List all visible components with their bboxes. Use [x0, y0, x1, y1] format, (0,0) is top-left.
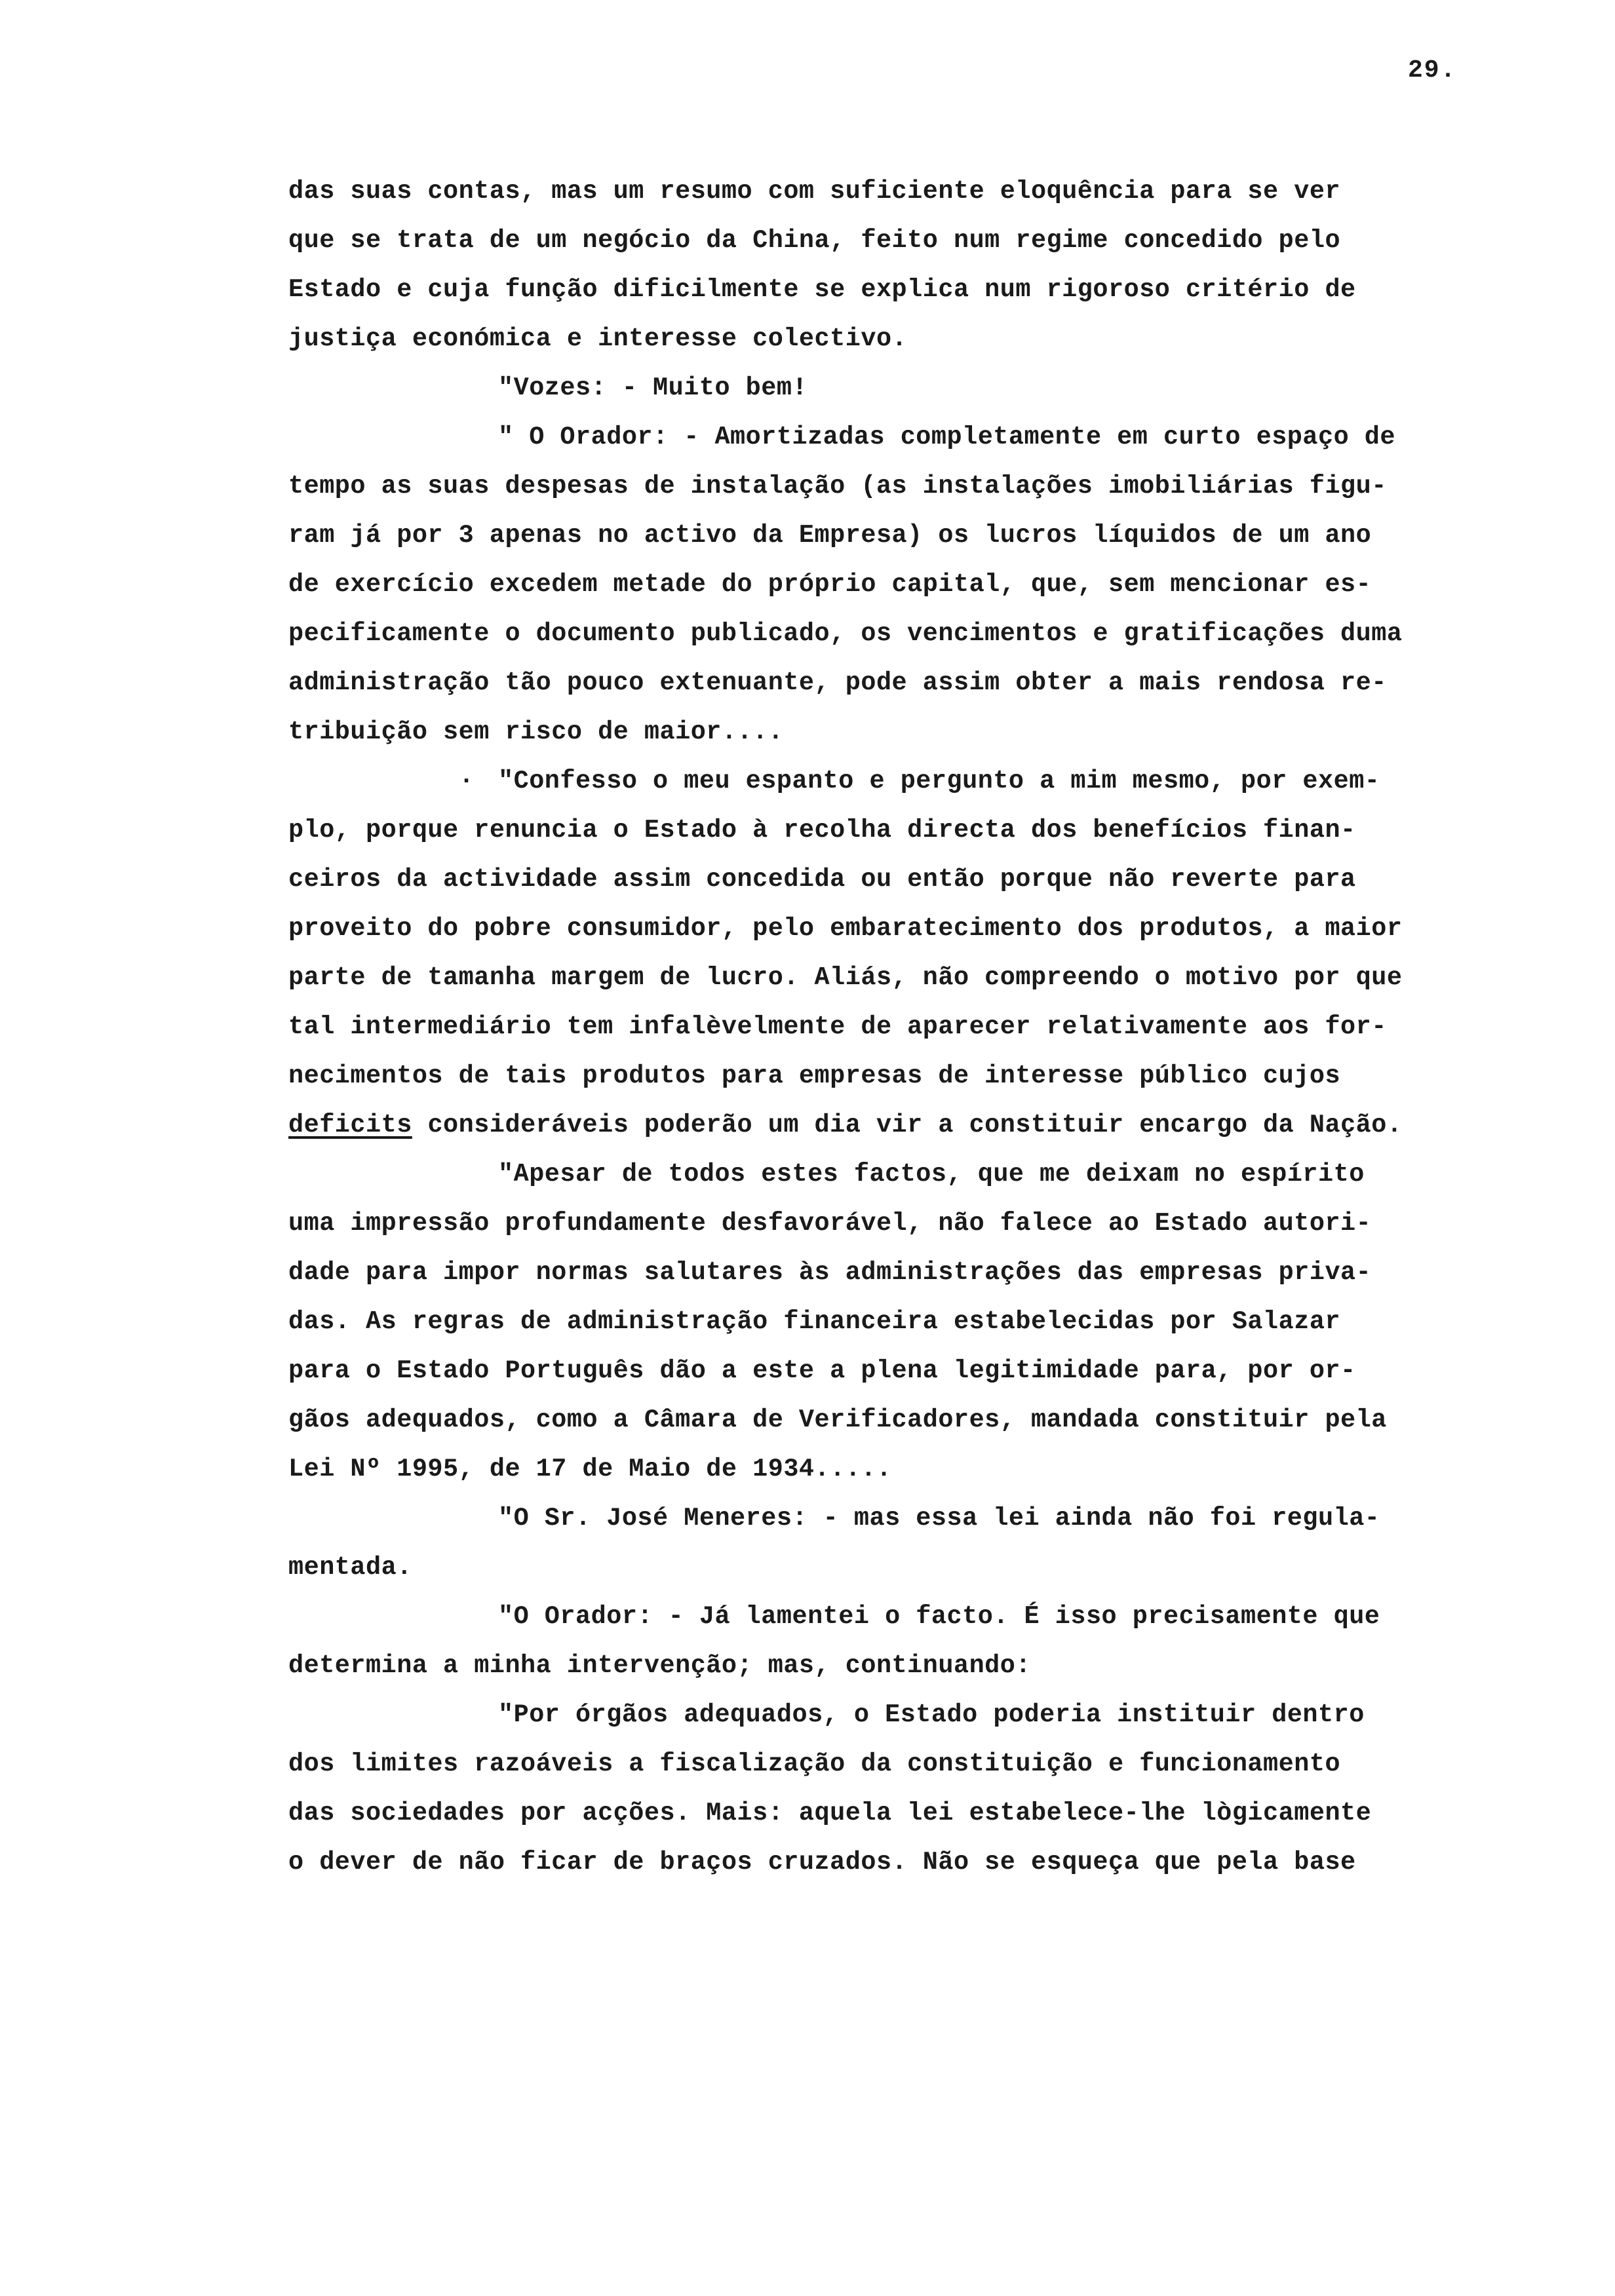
- text-line: Estado e cuja função dificilmente se explica num rigoroso critério de: [288, 275, 1356, 304]
- text-line: "O Sr. José Meneres: - mas essa lei ainda não foi regula-: [498, 1504, 1380, 1533]
- page-number: 29.: [1408, 56, 1457, 85]
- text-line: parte de tamanha margem de lucro. Aliás, não compreendo o motivo por que: [288, 963, 1403, 992]
- text-line: de exercício excedem metade do próprio capital, que, sem mencionar es-: [288, 570, 1372, 599]
- text-line: tempo as suas despesas de instalação (as instalações imobiliárias figu-: [288, 472, 1387, 501]
- text-line: ceiros da actividade assim concedida ou então porque não reverte para: [288, 865, 1356, 894]
- text-line: tal intermediário tem infalèvelmente de aparecer relativamente aos for-: [288, 1012, 1387, 1041]
- text-line: "O Orador: - Já lamentei o facto. É isso precisamente que: [498, 1602, 1380, 1631]
- text-line: das suas contas, mas um resumo com suficiente eloquência para se ver: [288, 177, 1341, 206]
- text-line: uma impressão profundamente desfavorável, não falece ao Estado autori-: [288, 1209, 1372, 1238]
- text-line: dos limites razoáveis a fiscalização da constituição e funcionamento: [288, 1750, 1341, 1778]
- text-line: determina a minha intervenção; mas, continuando:: [288, 1651, 1031, 1680]
- text-line: "Apesar de todos estes factos, que me deixam no espírito: [498, 1160, 1365, 1189]
- text-line: justiça económica e interesse colectivo.: [288, 324, 908, 353]
- text-line: administração tão pouco extenuante, pode assim obter a mais rendosa re-: [288, 668, 1387, 697]
- line-rest: consideráveis poderão um dia vir a constituir encargo da Nação.: [412, 1111, 1403, 1139]
- text-line: mentada.: [288, 1553, 412, 1582]
- text-line: proveito do pobre consumidor, pelo embaratecimento dos produtos, a maior: [288, 914, 1403, 943]
- text-line: "Por órgãos adequados, o Estado poderia instituir dentro: [498, 1700, 1365, 1729]
- text-line: das. As regras de administração financeira estabelecidas por Salazar: [288, 1307, 1341, 1336]
- text-line: Lei Nº 1995, de 17 de Maio de 1934.....: [288, 1455, 892, 1483]
- text-line: tribuição sem risco de maior....: [288, 718, 784, 746]
- text-line: "Vozes: - Muito bem!: [498, 373, 808, 402]
- text-line: [288, 1111, 1402, 1139]
- text-line: pecificamente o documento publicado, os vencimentos e gratificações duma: [288, 619, 1403, 648]
- text-line: o dever de não ficar de braços cruzados. Não se esqueça que pela base: [288, 1848, 1356, 1877]
- margin-mark: ·: [459, 767, 475, 795]
- text-line: para o Estado Português dão a este a plena legitimidade para, por or-: [288, 1356, 1356, 1385]
- text-line: ram já por 3 apenas no activo da Empresa) os lucros líquidos de um ano: [288, 521, 1372, 550]
- text-line: plo, porque renuncia o Estado à recolha directa dos benefícios finan-: [288, 816, 1356, 845]
- text-line: "Confesso o meu espanto e pergunto a mim mesmo, por exem-: [498, 767, 1380, 795]
- text-line: gãos adequados, como a Câmara de Verificadores, mandada constituir pela: [288, 1406, 1387, 1434]
- text-line: das sociedades por acções. Mais: aquela lei estabelece-lhe lògicamente: [288, 1799, 1372, 1827]
- text-line: dade para impor normas salutares às administrações das empresas priva-: [288, 1258, 1372, 1287]
- text-line: " O Orador: - Amortizadas completamente em curto espaço de: [498, 423, 1396, 451]
- text-line: necimentos de tais produtos para empresas de interesse público cujos: [288, 1062, 1341, 1090]
- text-line: que se trata de um negócio da China, feito num regime concedido pelo: [288, 226, 1341, 255]
- underlined-word: deficits: [288, 1111, 412, 1139]
